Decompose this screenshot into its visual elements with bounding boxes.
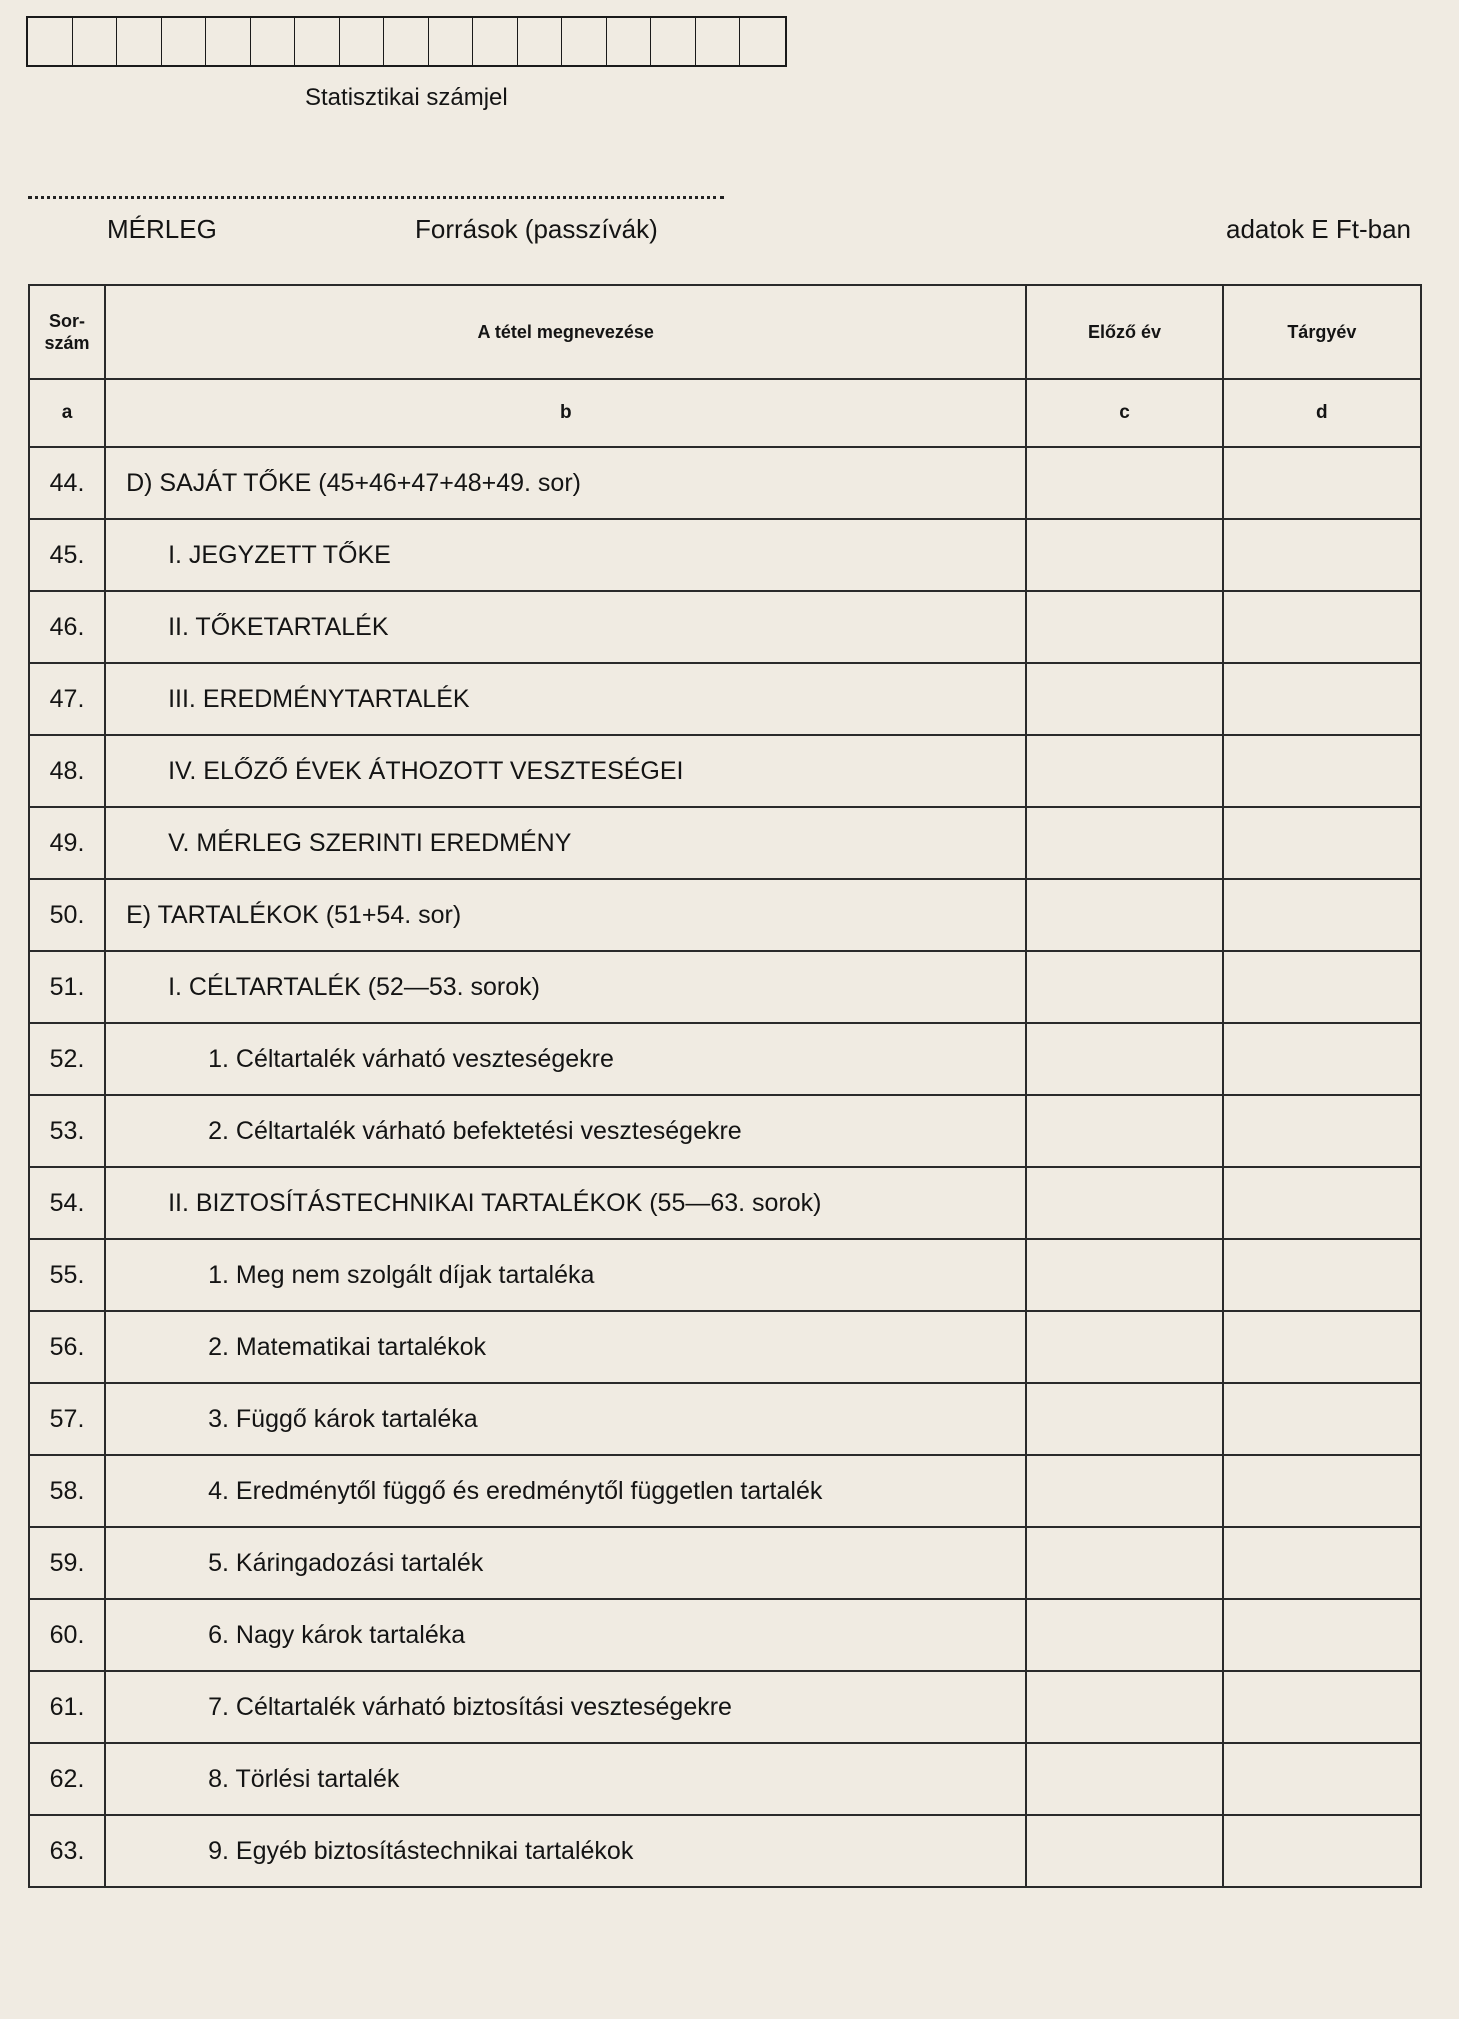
- previous-year-cell[interactable]: [1026, 591, 1222, 663]
- current-year-cell[interactable]: [1223, 1095, 1421, 1167]
- table-row: [29, 1815, 1421, 1887]
- stat-digit-cell[interactable]: [117, 18, 162, 65]
- table-row: [29, 735, 1421, 807]
- signature-dotted-line: [28, 196, 724, 199]
- column-letter-row: [29, 379, 1421, 447]
- row-label: 2. Matematikai tartalékok: [105, 1311, 1026, 1383]
- row-number: 45.: [29, 519, 105, 591]
- row-label: V. MÉRLEG SZERINTI EREDMÉNY: [105, 807, 1026, 879]
- col-letter-a: a: [29, 379, 105, 447]
- table-row: [29, 1455, 1421, 1527]
- row-number: 53.: [29, 1095, 105, 1167]
- row-number: 59.: [29, 1527, 105, 1599]
- row-label: 1. Meg nem szolgált díjak tartaléka: [105, 1239, 1026, 1311]
- row-label: 8. Törlési tartalék: [105, 1743, 1026, 1815]
- row-number: 58.: [29, 1455, 105, 1527]
- stat-digit-cell[interactable]: [295, 18, 340, 65]
- row-label: II. TŐKETARTALÉK: [105, 591, 1026, 663]
- previous-year-cell[interactable]: [1026, 447, 1222, 519]
- previous-year-cell[interactable]: [1026, 1239, 1222, 1311]
- stat-digit-cell[interactable]: [28, 18, 73, 65]
- current-year-cell[interactable]: [1223, 1671, 1421, 1743]
- row-number: 46.: [29, 591, 105, 663]
- liabilities-table: [28, 284, 1422, 1888]
- previous-year-cell[interactable]: [1026, 1311, 1222, 1383]
- table-row: [29, 1599, 1421, 1671]
- previous-year-cell[interactable]: [1026, 1383, 1222, 1455]
- current-year-cell[interactable]: [1223, 1815, 1421, 1887]
- row-label: 5. Káringadozási tartalék: [105, 1527, 1026, 1599]
- row-label: D) SAJÁT TŐKE (45+46+47+48+49. sor): [105, 447, 1026, 519]
- table-row: [29, 591, 1421, 663]
- row-number: 49.: [29, 807, 105, 879]
- row-number: 44.: [29, 447, 105, 519]
- current-year-cell[interactable]: [1223, 1455, 1421, 1527]
- current-year-cell[interactable]: [1223, 1527, 1421, 1599]
- previous-year-cell[interactable]: [1026, 879, 1222, 951]
- row-number: 50.: [29, 879, 105, 951]
- current-year-cell[interactable]: [1223, 1311, 1421, 1383]
- previous-year-cell[interactable]: [1026, 1671, 1222, 1743]
- col-header-row-number: Sor- szám: [29, 285, 105, 379]
- previous-year-cell[interactable]: [1026, 807, 1222, 879]
- previous-year-cell[interactable]: [1026, 663, 1222, 735]
- table-row: [29, 519, 1421, 591]
- current-year-cell[interactable]: [1223, 951, 1421, 1023]
- row-number: 51.: [29, 951, 105, 1023]
- row-number: 56.: [29, 1311, 105, 1383]
- previous-year-cell[interactable]: [1026, 1527, 1222, 1599]
- row-label: E) TARTALÉKOK (51+54. sor): [105, 879, 1026, 951]
- stat-digit-cell[interactable]: [162, 18, 207, 65]
- table-header-row: [29, 285, 1421, 379]
- row-label: III. EREDMÉNYTARTALÉK: [105, 663, 1026, 735]
- previous-year-cell[interactable]: [1026, 1815, 1222, 1887]
- current-year-cell[interactable]: [1223, 1167, 1421, 1239]
- table-row: [29, 1311, 1421, 1383]
- col-header-item-name: A tétel megnevezése: [105, 285, 1026, 379]
- current-year-cell[interactable]: [1223, 879, 1421, 951]
- stat-digit-cell[interactable]: [473, 18, 518, 65]
- statistical-number-boxes[interactable]: [26, 16, 787, 67]
- col-header-current-year: Tárgyév: [1223, 285, 1421, 379]
- table-body: [29, 447, 1421, 1887]
- current-year-cell[interactable]: [1223, 735, 1421, 807]
- row-number: 57.: [29, 1383, 105, 1455]
- table-row: [29, 1671, 1421, 1743]
- table-row: [29, 1383, 1421, 1455]
- row-number: 60.: [29, 1599, 105, 1671]
- previous-year-cell[interactable]: [1026, 1095, 1222, 1167]
- row-number: 55.: [29, 1239, 105, 1311]
- current-year-cell[interactable]: [1223, 1743, 1421, 1815]
- row-label: II. BIZTOSÍTÁSTECHNIKAI TARTALÉKOK (55—63. sorok): [105, 1167, 1026, 1239]
- row-label: 6. Nagy károk tartaléka: [105, 1599, 1026, 1671]
- previous-year-cell[interactable]: [1026, 1167, 1222, 1239]
- row-number: 47.: [29, 663, 105, 735]
- table-row: [29, 663, 1421, 735]
- previous-year-cell[interactable]: [1026, 951, 1222, 1023]
- stat-digit-cell[interactable]: [740, 18, 785, 65]
- stat-digit-cell[interactable]: [429, 18, 474, 65]
- document-subtitle: Források (passzívák): [415, 214, 658, 244]
- table-row: [29, 879, 1421, 951]
- current-year-cell[interactable]: [1223, 447, 1421, 519]
- current-year-cell[interactable]: [1223, 1023, 1421, 1095]
- col-letter-c: c: [1026, 379, 1222, 447]
- row-label: I. CÉLTARTALÉK (52—53. sorok): [105, 951, 1026, 1023]
- previous-year-cell[interactable]: [1026, 1455, 1222, 1527]
- col-letter-d: d: [1223, 379, 1421, 447]
- table-row: [29, 951, 1421, 1023]
- stat-digit-cell[interactable]: [562, 18, 607, 65]
- current-year-cell[interactable]: [1223, 663, 1421, 735]
- stat-digit-cell[interactable]: [73, 18, 118, 65]
- stat-digit-cell[interactable]: [384, 18, 429, 65]
- previous-year-cell[interactable]: [1026, 1023, 1222, 1095]
- row-number: 48.: [29, 735, 105, 807]
- stat-digit-cell[interactable]: [340, 18, 385, 65]
- previous-year-cell[interactable]: [1026, 735, 1222, 807]
- previous-year-cell[interactable]: [1026, 519, 1222, 591]
- document-title: MÉRLEG: [107, 214, 217, 244]
- current-year-cell[interactable]: [1223, 1383, 1421, 1455]
- row-label: I. JEGYZETT TŐKE: [105, 519, 1026, 591]
- row-number: 61.: [29, 1671, 105, 1743]
- row-label: 7. Céltartalék várható biztosítási veszteségekre: [105, 1671, 1026, 1743]
- stat-digit-cell[interactable]: [206, 18, 251, 65]
- table-row: [29, 1023, 1421, 1095]
- current-year-cell[interactable]: [1223, 807, 1421, 879]
- col-letter-b: b: [105, 379, 1026, 447]
- table-row: [29, 1527, 1421, 1599]
- row-label: 1. Céltartalék várható veszteségekre: [105, 1023, 1026, 1095]
- row-label: IV. ELŐZŐ ÉVEK ÁTHOZOTT VESZTESÉGEI: [105, 735, 1026, 807]
- row-label: 2. Céltartalék várható befektetési veszteségekre: [105, 1095, 1026, 1167]
- statistical-number-label: Statisztikai számjel: [305, 84, 508, 111]
- current-year-cell[interactable]: [1223, 1239, 1421, 1311]
- row-label: 9. Egyéb biztosítástechnikai tartalékok: [105, 1815, 1026, 1887]
- row-number: 54.: [29, 1167, 105, 1239]
- row-number: 62.: [29, 1743, 105, 1815]
- stat-digit-cell[interactable]: [251, 18, 296, 65]
- previous-year-cell[interactable]: [1026, 1599, 1222, 1671]
- col-header-previous-year: Előző év: [1026, 285, 1222, 379]
- row-number: 52.: [29, 1023, 105, 1095]
- table-row: [29, 1239, 1421, 1311]
- table-row: [29, 1743, 1421, 1815]
- stat-digit-cell[interactable]: [607, 18, 652, 65]
- stat-digit-cell[interactable]: [696, 18, 741, 65]
- stat-digit-cell[interactable]: [518, 18, 563, 65]
- table-row: [29, 1095, 1421, 1167]
- table-row: [29, 807, 1421, 879]
- previous-year-cell[interactable]: [1026, 1743, 1222, 1815]
- unit-note: adatok E Ft-ban: [1226, 214, 1411, 244]
- stat-digit-cell[interactable]: [651, 18, 696, 65]
- row-label: 3. Függő károk tartaléka: [105, 1383, 1026, 1455]
- table-row: [29, 1167, 1421, 1239]
- current-year-cell[interactable]: [1223, 591, 1421, 663]
- current-year-cell[interactable]: [1223, 1599, 1421, 1671]
- table-row: [29, 447, 1421, 519]
- row-label: 4. Eredménytől függő és eredménytől független tartalék: [105, 1455, 1026, 1527]
- current-year-cell[interactable]: [1223, 519, 1421, 591]
- row-number: 63.: [29, 1815, 105, 1887]
